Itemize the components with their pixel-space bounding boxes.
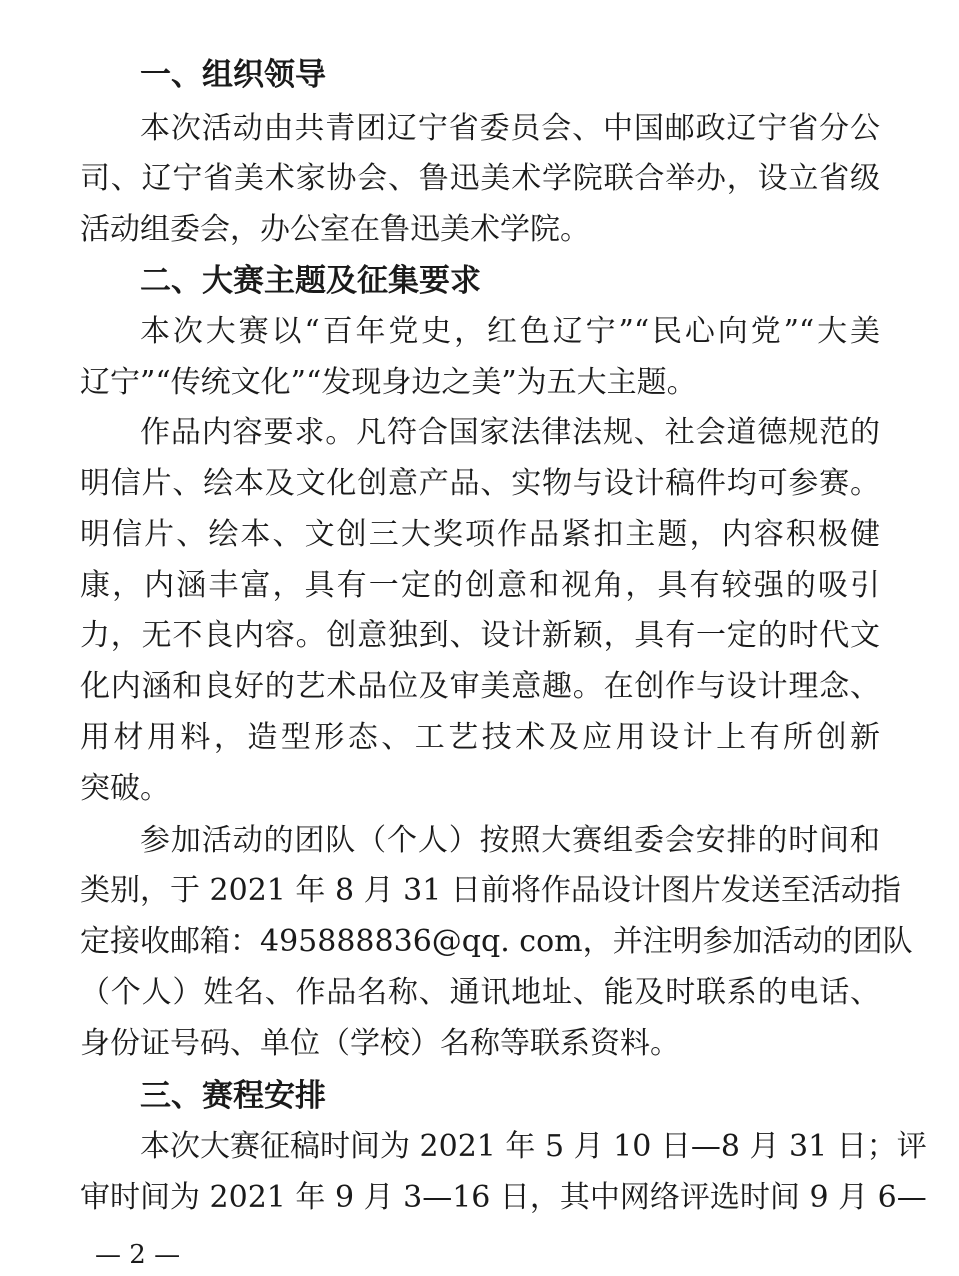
- section-heading-schedule: 三、赛程安排: [140, 1078, 326, 1114]
- paragraph-line: 明信片、绘本、文创三大奖项作品紧扣主题，内容积极健: [80, 517, 880, 552]
- paragraph-line: 突破。: [80, 771, 170, 806]
- paragraph-line: （个人）姓名、作品名称、通讯地址、能及时联系的电话、: [80, 975, 880, 1010]
- paragraph-line: 定接收邮箱：495888836@qq. com，并注明参加活动的团队: [80, 924, 913, 959]
- paragraph-line: 审时间为 2021 年 9 月 3—16 日，其中网络评选时间 9 月 6—: [80, 1180, 927, 1215]
- paragraph-line: 用材用料，造型形态、工艺技术及应用设计上有所创新: [80, 720, 880, 755]
- paragraph-line: 辽宁”“传统文化”“发现身边之美”为五大主题。: [80, 365, 697, 400]
- paragraph-line: 参加活动的团队（个人）按照大赛组委会安排的时间和: [140, 823, 880, 858]
- paragraph-line: 明信片、绘本及文化创意产品、实物与设计稿件均可参赛。: [80, 466, 880, 501]
- paragraph-line: 本次大赛以“百年党史，红色辽宁”“民心向党”“大美: [140, 314, 880, 349]
- paragraph-line: 作品内容要求。凡符合国家法律法规、社会道德规范的: [140, 415, 880, 450]
- section-heading-organization: 一、组织领导: [140, 57, 326, 93]
- paragraph-line: 身份证号码、单位（学校）名称等联系资料。: [80, 1026, 680, 1061]
- paragraph-line: 康，内涵丰富，具有一定的创意和视角，具有较强的吸引: [80, 568, 880, 603]
- paragraph-line: 力，无不良内容。创意独到、设计新颖，具有一定的时代文: [80, 618, 880, 653]
- paragraph-line: 化内涵和良好的艺术品位及审美意趣。在创作与设计理念、: [80, 669, 880, 704]
- paragraph-line: 活动组委会，办公室在鲁迅美术学院。: [80, 212, 590, 247]
- paragraph-line: 本次活动由共青团辽宁省委员会、中国邮政辽宁省分公: [140, 111, 880, 146]
- paragraph-line: 类别，于 2021 年 8 月 31 日前将作品设计图片发送至活动指: [80, 873, 901, 908]
- page-number: — 2 —: [95, 1240, 181, 1270]
- paragraph-line: 本次大赛征稿时间为 2021 年 5 月 10 日—8 月 31 日；评: [140, 1129, 927, 1164]
- paragraph-line: 司、辽宁省美术家协会、鲁迅美术学院联合举办，设立省级: [80, 161, 880, 196]
- section-heading-theme: 二、大赛主题及征集要求: [140, 263, 481, 299]
